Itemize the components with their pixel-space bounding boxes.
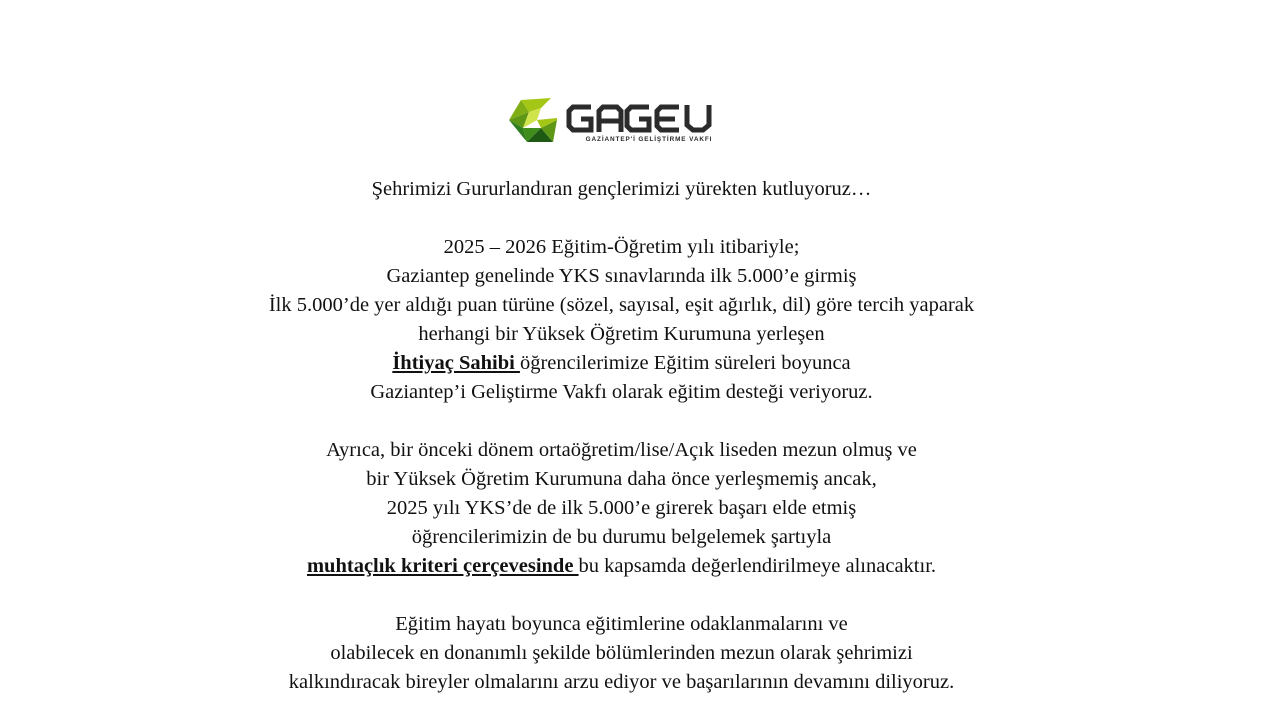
text-line: Eğitim hayatı boyunca eğitimlerine odaklanmalarını ve	[395, 613, 848, 635]
text-line: olabilecek en donanımlı şekilde bölümlerinden mezun olarak şehrimizi	[330, 642, 913, 664]
emphasis-muhtaclik-kriteri: muhtaçlık kriteri çerçevesinde	[306, 555, 579, 577]
gagev-wordmark	[569, 105, 709, 132]
text-line-rest: öğrencilerimize Eğitim süreleri boyunca	[519, 352, 851, 374]
gagev-emblem-icon	[509, 98, 557, 142]
text-line: öğrencilerimizin de bu durumu belgelemek şartıyla	[411, 526, 832, 548]
text-line	[0, 349, 1243, 378]
text-line: 2025 – 2026 Eğitim-Öğretim yılı itibariyle;	[443, 236, 800, 258]
text-line: Gaziantep genelinde YKS sınavlarında ilk 5.000’e girmiş	[386, 265, 857, 287]
greeting-line: Şehrimizi Gururlandıran gençlerimizi yürekten kutluyoruz…	[371, 178, 872, 200]
text-line: Ayrıca, bir önceki dönem ortaöğretim/lise/Açık liseden mezun olmuş ve	[326, 439, 917, 461]
logo-tagline: GAZİANTEP'İ GELİŞTİRME VAKFI	[585, 136, 713, 143]
text-line: bir Yüksek Öğretim Kurumuna daha önce yerleşmemiş ancak,	[366, 468, 877, 490]
emphasis-ihtiyac-sahibi: İhtiyaç Sahibi	[392, 352, 520, 374]
text-line: herhangi bir Yüksek Öğretim Kurumuna yerleşen	[418, 323, 825, 345]
message-body	[0, 175, 1243, 697]
text-line-rest: bu kapsamda değerlendirilmeye alınacaktır.	[578, 555, 937, 577]
text-line: 2025 yılı YKS’de de ilk 5.000’e girerek başarı elde etmiş	[386, 497, 857, 519]
text-line	[0, 552, 1243, 581]
text-line: İlk 5.000’de yer aldığı puan türüne (sözel, sayısal, eşit ağırlık, dil) göre tercih yaparak	[268, 294, 975, 316]
gagev-logo	[507, 94, 733, 146]
text-line: Gaziantep’i Geliştirme Vakfı olarak eğitim desteği veriyoruz.	[370, 381, 873, 403]
text-line: kalkındıracak bireyler olmalarını arzu ediyor ve başarılarının devamını diliyoruz.	[288, 671, 955, 693]
